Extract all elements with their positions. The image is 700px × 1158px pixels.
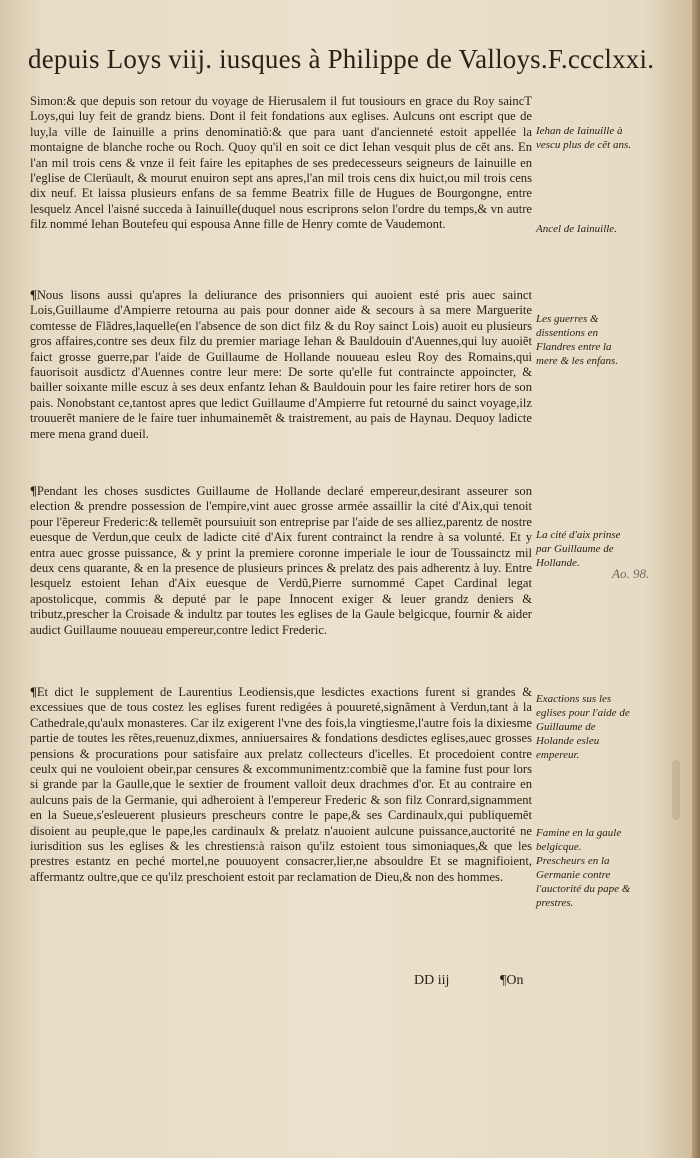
paragraph-text: Et dict le supplement de Laurentius Leodiensis,que lesdictes exactions furent si grandes & excessiues que de tous costez les eglises furent redigées à pouureté,signãment à Verdun,tant à la Cathedrale,qu'aulx monasteres. Car ilz exigerent l'vne des fois,la vingtiesme,l'autre fois la dixiesme partie de toutes les rẽtes,reuenuz,dixmes, anniuersaires & fondations desdictes eglises,auec grosses pensions & procurations pour satisfaire aux prelatz collecteurs d'icelles. Et procedoient contre ceulx qui ne vouloient obeir,par censures & excommunimentz:combiẽ que la famine fust pour lors si grande par la Gaulle,que le sextier de froument valloit deux drachmes d'or. Et au contraire en aulcuns pais de la Germanie, qui adheroient à l'empereur Frederic & son filz Conrard,signamment en la Sueue,s'esleuerent plusieurs prescheurs contre le pape,& ses Cardinaulx,qui publiquemẽt disoient au peuple,que le pape,les cardinaulx & prelatz n'auoient aulcune puissance,auctorité ne iurisdition sus les eglises & les chrestiens:à raison qu'ilz estoient tous simoniaques,& que les prestres estantz en peché mortel,ne pouuoyent consacrer,lier,ne absouldre Et se magnifioient, affermantz oultre,que ce qu'ilz preschoient estoit par reclamation de Dieu,& non des hommes. xyxy=(30,685,532,884)
page-stain xyxy=(672,760,680,820)
margin-note-6: Famine en la gaule belgicque. Prescheurs en la Germanie contre l'auctorité du pape & prestres. xyxy=(536,827,631,909)
paragraph-3 xyxy=(30,484,532,638)
margin-note-3: Les guerres & dissentions en Flandres entre la mere & les enfans. xyxy=(536,313,619,367)
margin-note-2: Ancel de Iainuille. xyxy=(536,223,617,235)
page-edge xyxy=(692,0,700,1158)
pilcrow: ¶ xyxy=(30,288,37,302)
paragraph-text: Simon:& que depuis son retour du voyage de Hierusalem il fut tousiours en grace du Roy saincT Loys,qui luy feit de grandz biens. Dont il feit fondations aux eglises. Aulcuns ont escript que de luy,la ville de Iainuille a prins denominatiõ:& que para uant d'ancienneté estoit appellée la montaigne de blanche roche ou Roch. Quoy qu'il en soit ce dict Iehan vesquit plus de cẽt ans. En l'an mil trois cens & vnze il feit faire les epitaphes de ses predecesseurs seigneurs de Iainuille en l'eglise de Clerüault, & mourut enuiron sept ans apres,l'an mil trois cens dix huict,ou mil trois cens dix neuf. Et laissa plusieurs enfans de sa femme Beatrix fille de Hugues de Bourgongne, entre lesquelz Ancel l'aisné succeda à Iainuille(duquel nous escriprons selon l'ordre du temps,& vn autre filz nommé Iehan Boutefeu qui espousa Anne fille de Henry comte de Vaudemont. xyxy=(30,94,532,232)
paragraph-text: Pendant les choses susdictes Guillaume de Hollande declaré empereur,desirant asseurer son election & prendre possession de l'empire,vint auec grosse armée assaillir la cité d'Aix,qui tenoit pour l'ẽpereur Frederic:& tellemẽt poursuiuit son entreprise par l'aide de ses alliez,parentz de nostre euesque de Verdun,que ceulx de ladicte cité d'Aix furent contrainct la rendre à sa volunté. Et y entra auec grosse puissance, & y print la premiere coronne imperiale le iour de Toussainctz mil deux cens quarante, & en la presence de plusieurs princes & prelatz des pais adherentz à luy. Entre lesquelz estoient Iehan d'Aix euesque de Verdũ,Pierre surnommé Capet Cardinal legat apostolicque, commis & deputé par le pape Innocent exiger & leuer grandz deniers & tributz,prescher la Croisade & indultz par toutes les eglises de la Gaule belgicque, fournir & aider audict Guillaume nouueau empereur,contre ledict Frederic. xyxy=(30,484,532,637)
margin-note-1: Iehan de Iainuille à vescu plus de cẽt ans. xyxy=(536,125,631,151)
pilcrow: ¶ xyxy=(30,685,37,699)
pilcrow: ¶ xyxy=(30,484,37,498)
margin-note-4: La cité d'aix prinse par Guillaume de Hollande. xyxy=(536,529,621,569)
paragraph-2 xyxy=(30,288,532,442)
signature-mark: DD iij xyxy=(414,973,450,988)
paragraph-text: Nous lisons aussi qu'apres la deliurance des prisonniers qui auoient esté pris auec sainct Lois,Guillaume d'Ampierre retourna au pais pour donner aide & secours à sa mere Marguerite comtesse de Flãdres,laquelle(en l'absence de son dict filz & du Roy sainct Lois) auoit eu plusieurs gros affaires,contre ses deux filz du premier mariage Iehan & Bauldouin d'Auennes,qui luy auoiẽt faict grosse guerre,par l'aide de Guillaume de Hollande nouueau esleu Roy des Romains,qui fauorisoit ausdictz d'Auennes contre leur mere: De sorte qu'elle fut contraincte appoincter, & bailler soixante mille escuz à ses deux enfantz Iehan & Bauldouin pour les faire retirer hors de son pais. Nonobstant ce,tantost apres que ledict Guillaume d'Ampierre fut retourné du sainct voyage,ilz trouuerẽt maniere de le faire tuer inhumainemẽt & traistrement, au pais de Haynau. Dequoy ladicte mere mena grand dueil. xyxy=(30,288,532,441)
pencil-annotation: Ao. 98. xyxy=(612,566,650,581)
margin-note-5: Exactions sus les eglises pour l'aide de Guillaume de Holande esleu empereur. xyxy=(536,693,630,761)
paragraph-1 xyxy=(30,94,532,233)
running-header: depuis Loys viij. iusques à Philippe de Valloys.F.ccclxxi. xyxy=(28,44,655,74)
catchword: ¶On xyxy=(500,973,524,988)
paragraph-4 xyxy=(30,685,532,885)
